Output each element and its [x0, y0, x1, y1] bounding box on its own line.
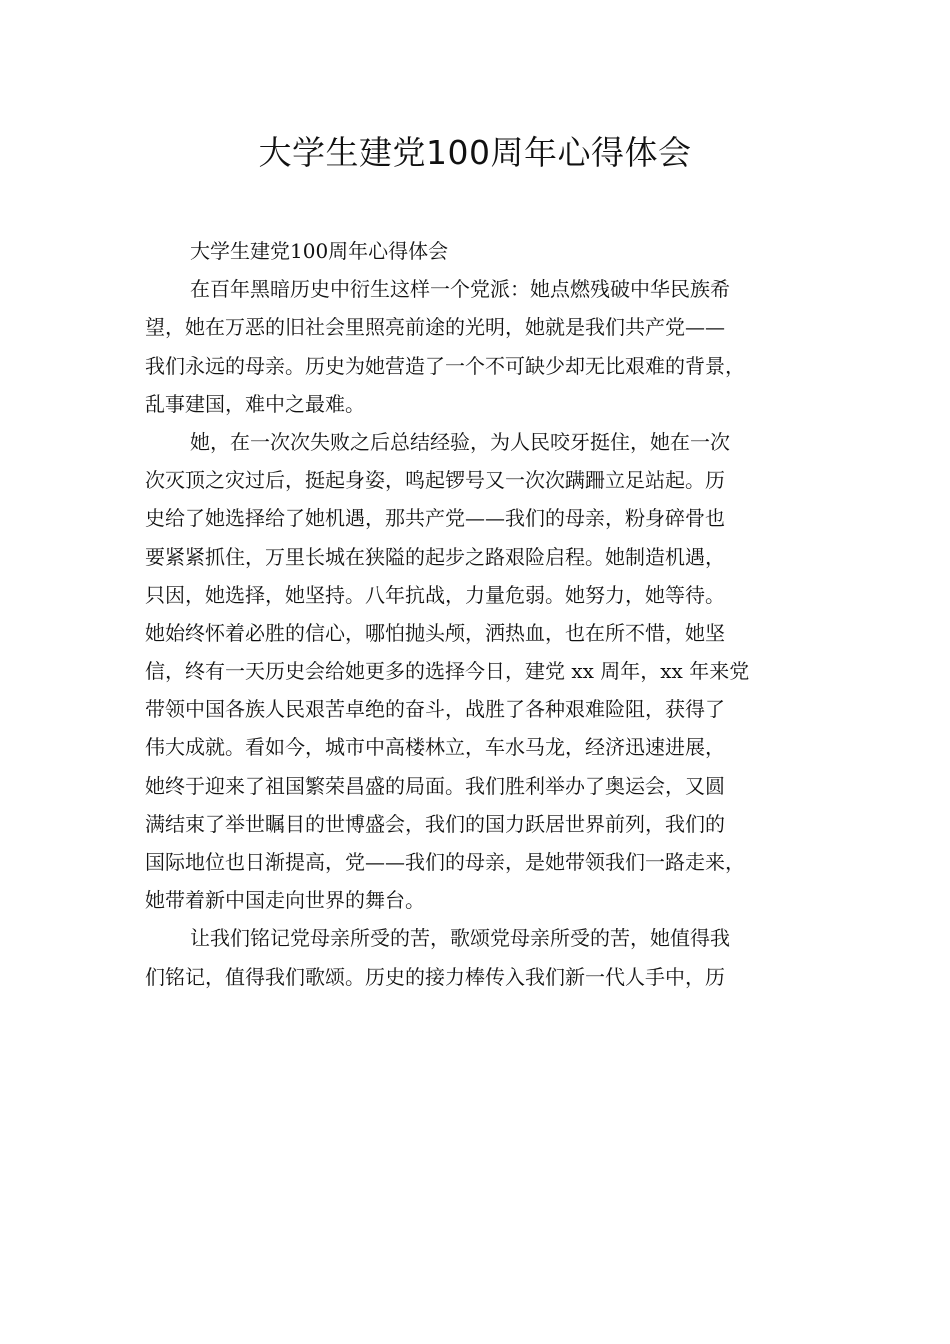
- text-line: 次灭顶之灾过后，挺起身姿，鸣起锣号又一次次蹒跚立足站起。历: [145, 468, 725, 493]
- text-line: 她终于迎来了祖国繁荣昌盛的局面。我们胜利举办了奥运会，又圆: [145, 773, 725, 798]
- document-body: [145, 232, 825, 996]
- text-line: 让我们铭记党母亲所受的苦，歌颂党母亲所受的苦，她值得我: [190, 926, 730, 951]
- text-line: 带领中国各族人民艰苦卓绝的奋斗，战胜了各种艰难险阻，获得了: [145, 697, 725, 722]
- text-line: 要紧紧抓住，万里长城在狭隘的起步之路艰险启程。她制造机遇，: [145, 544, 725, 569]
- text-line: 她，在一次次失败之后总结经验，为人民咬牙挺住，她在一次: [190, 429, 730, 454]
- text-line: 望，她在万恶的旧社会里照亮前途的光明，她就是我们共产党——: [145, 315, 725, 340]
- paragraph-2: [145, 423, 825, 919]
- text-line: 史给了她选择给了她机遇，那共产党——我们的母亲，粉身碎骨也: [145, 506, 725, 531]
- text-line: 在百年黑暗历史中衍生这样一个党派：她点燃残破中华民族希: [190, 277, 730, 302]
- text-line: 她始终怀着必胜的信心，哪怕抛头颅，洒热血，也在所不惜，她坚: [145, 620, 725, 645]
- text-line: 大学生建党100周年心得体会: [190, 239, 449, 263]
- text-line: 信，终有一天历史会给她更多的选择今日，建党 xx 周年，xx 年来党: [145, 659, 750, 684]
- text-line: 只因，她选择，她坚持。八年抗战，力量危弱。她努力，她等待。: [145, 582, 725, 607]
- text-line: 我们永远的母亲。历史为她营造了一个不可缺少却无比艰难的背景，: [145, 353, 745, 378]
- text-line: 国际地位也日渐提高，党——我们的母亲，是她带领我们一路走来，: [145, 850, 745, 874]
- text-line: 伟大成就。看如今，城市中高楼林立，车水马龙，经济迅速进展，: [145, 735, 725, 760]
- paragraph-subtitle: [145, 232, 825, 270]
- text-line: 们铭记，值得我们歌颂。历史的接力棒传入我们新一代人手中，历: [145, 964, 725, 989]
- paragraph-1: [145, 270, 825, 423]
- text-line: 乱事建国，难中之最难。: [145, 391, 365, 416]
- paragraph-3: [145, 919, 825, 995]
- document-title: 大学生建党100周年心得体会: [258, 133, 692, 172]
- text-line: 满结束了举世瞩目的世博盛会，我们的国力跃居世界前列，我们的: [145, 811, 725, 836]
- text-line: 她带着新中国走向世界的舞台。: [145, 888, 425, 913]
